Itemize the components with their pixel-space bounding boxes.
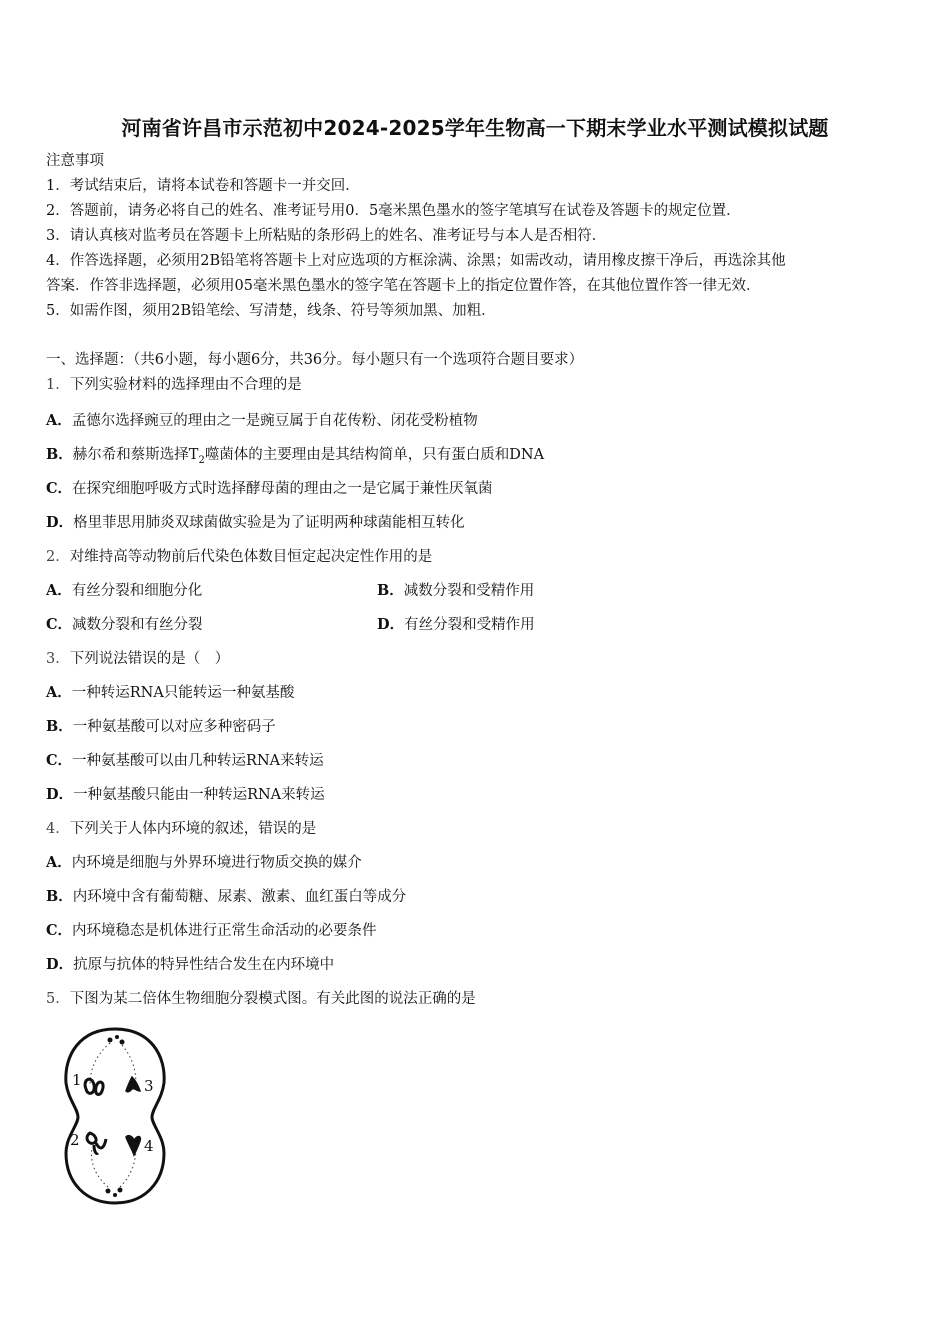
option-item — [46, 446, 544, 464]
notice-item: 2．答题前，请务必将自己的姓名、准考证号用0．5毫米黑色墨水的签字笔填写在试卷及答题卡的规定位置． — [46, 203, 741, 219]
option-text: 有丝分裂和细胞分化 — [71, 583, 203, 599]
option-label: B． — [46, 446, 73, 463]
option-label: D． — [46, 786, 74, 803]
question-stem — [46, 376, 302, 394]
option-text: 抗原与抗体的特异性结合发生在内环境中 — [73, 957, 335, 973]
question-number: 2． — [46, 549, 70, 565]
option-text: 有丝分裂和受精作用 — [404, 617, 535, 633]
option-item — [46, 786, 325, 804]
question-stem — [46, 548, 432, 566]
option-item — [46, 956, 334, 974]
question-number: 3． — [46, 651, 70, 667]
option-item — [46, 514, 465, 532]
option-label: B． — [46, 888, 73, 905]
option-item — [46, 888, 406, 906]
page-title: 河南省许昌市示范初中2024-2025学年生物高一下期末学业水平测试模拟试题 — [121, 116, 829, 140]
option-text: 赫尔希和蔡斯选择T — [72, 447, 199, 463]
option-text: 减数分裂和受精作用 — [403, 583, 535, 599]
chromosome-4 — [126, 1136, 140, 1155]
option-text: 一种氨基酸可以对应多种密码子 — [72, 719, 276, 735]
notice-item: 5．如需作图，须用2B铅笔绘、写清楚，线条、符号等须加黑、加粗． — [46, 303, 496, 319]
option-label: A． — [46, 412, 72, 429]
option-label: A． — [46, 854, 72, 871]
figure-label-2: 2 — [70, 1131, 80, 1149]
option-item — [46, 718, 276, 736]
question-text: 下图为某二倍体生物细胞分裂模式图。有关此图的说法正确的是 — [69, 991, 476, 1007]
cell-division-figure — [60, 1025, 170, 1207]
option-item — [46, 752, 324, 770]
chromosome-2 — [87, 1133, 106, 1154]
question-text: 下列实验材料的选择理由不合理的是 — [69, 377, 302, 393]
option-text: 减数分裂和有丝分裂 — [72, 617, 203, 633]
option-label: D． — [46, 956, 74, 973]
option-item — [46, 412, 478, 430]
notice-item: 3．请认真核对监考员在答题卡上所粘贴的条形码上的姓名、准考证号与本人是否相符． — [46, 228, 607, 244]
option-text: 一种转运RNA只能转运一种氨基酸 — [71, 685, 295, 701]
notice-heading: 注意事项 — [46, 153, 104, 169]
option-label: B． — [377, 582, 404, 599]
question-stem — [46, 990, 476, 1008]
option-label: C． — [46, 616, 73, 633]
option-label: C． — [46, 480, 73, 497]
option-item — [377, 616, 535, 634]
option-label: A． — [46, 582, 72, 599]
figure-label-3: 3 — [144, 1077, 154, 1095]
question-stem — [46, 820, 316, 838]
chromosome-1 — [85, 1079, 103, 1094]
option-subscript: 2 — [198, 454, 205, 466]
chromosome-3 — [126, 1077, 140, 1092]
figure-label-4: 4 — [144, 1137, 154, 1155]
option-item — [377, 582, 534, 600]
option-label: D． — [377, 616, 405, 633]
option-text: 内环境中含有葡萄糖、尿素、激素、血红蛋白等成分 — [72, 889, 407, 905]
option-label: B． — [46, 718, 73, 735]
centriole-bottom — [106, 1188, 123, 1198]
option-text: 一种氨基酸只能由一种转运RNA来转运 — [73, 787, 325, 803]
option-text: 格里菲思用肺炎双球菌做实验是为了证明两种球菌能相互转化 — [73, 515, 465, 531]
option-item — [46, 684, 294, 702]
option-label: C． — [46, 752, 73, 769]
option-label: C． — [46, 922, 73, 939]
notice-item: 答案．作答非选择题，必须用05毫米黑色墨水的签字笔在答题卡上的指定位置作答，在其他位置作答一律无效． — [46, 278, 761, 294]
option-text: 内环境稳态是机体进行正常生命活动的必要条件 — [72, 923, 377, 939]
option-item — [46, 616, 203, 634]
option-text: 孟德尔选择豌豆的理由之一是豌豆属于自花传粉、闭花受粉植物 — [71, 413, 478, 429]
notice-item: 4．作答选择题，必须用2B铅笔将答题卡上对应选项的方框涂满、涂黑；如需改动，请用橡皮擦干净后，再选涂其他 — [46, 253, 786, 269]
question-text: 下列关于人体内环境的叙述，错误的是 — [69, 821, 317, 837]
question-number: 4． — [46, 821, 70, 837]
option-text: 内环境是细胞与外界环境进行物质交换的媒介 — [71, 855, 362, 871]
notice-item: 1．考试结束后，请将本试卷和答题卡一并交回． — [46, 178, 360, 194]
question-text: 下列说法错误的是（ ） — [69, 651, 230, 667]
option-text: 一种氨基酸可以由几种转运RNA来转运 — [72, 753, 324, 769]
option-item — [46, 582, 202, 600]
section-heading: 一、选择题：（共6小题，每小题6分，共36分。每小题只有一个选项符合题目要求） — [46, 352, 584, 368]
option-item — [46, 922, 377, 940]
figure-label-1: 1 — [72, 1071, 82, 1089]
option-item — [46, 480, 493, 498]
option-text: 在探究细胞呼吸方式时选择酵母菌的理由之一是它属于兼性厌氧菌 — [72, 481, 493, 497]
option-text: 噬菌体的主要理由是其结构简单，只有蛋白质和DNA — [204, 447, 545, 463]
option-label: A． — [46, 684, 72, 701]
question-stem — [46, 650, 229, 668]
option-item — [46, 854, 362, 872]
option-label: D． — [46, 514, 74, 531]
question-number: 5． — [46, 991, 70, 1007]
cell-membrane — [66, 1029, 164, 1203]
spindle-fibers — [90, 1043, 136, 1187]
question-text: 对维持高等动物前后代染色体数目恒定起决定性作用的是 — [69, 549, 433, 565]
question-number: 1． — [46, 377, 70, 393]
